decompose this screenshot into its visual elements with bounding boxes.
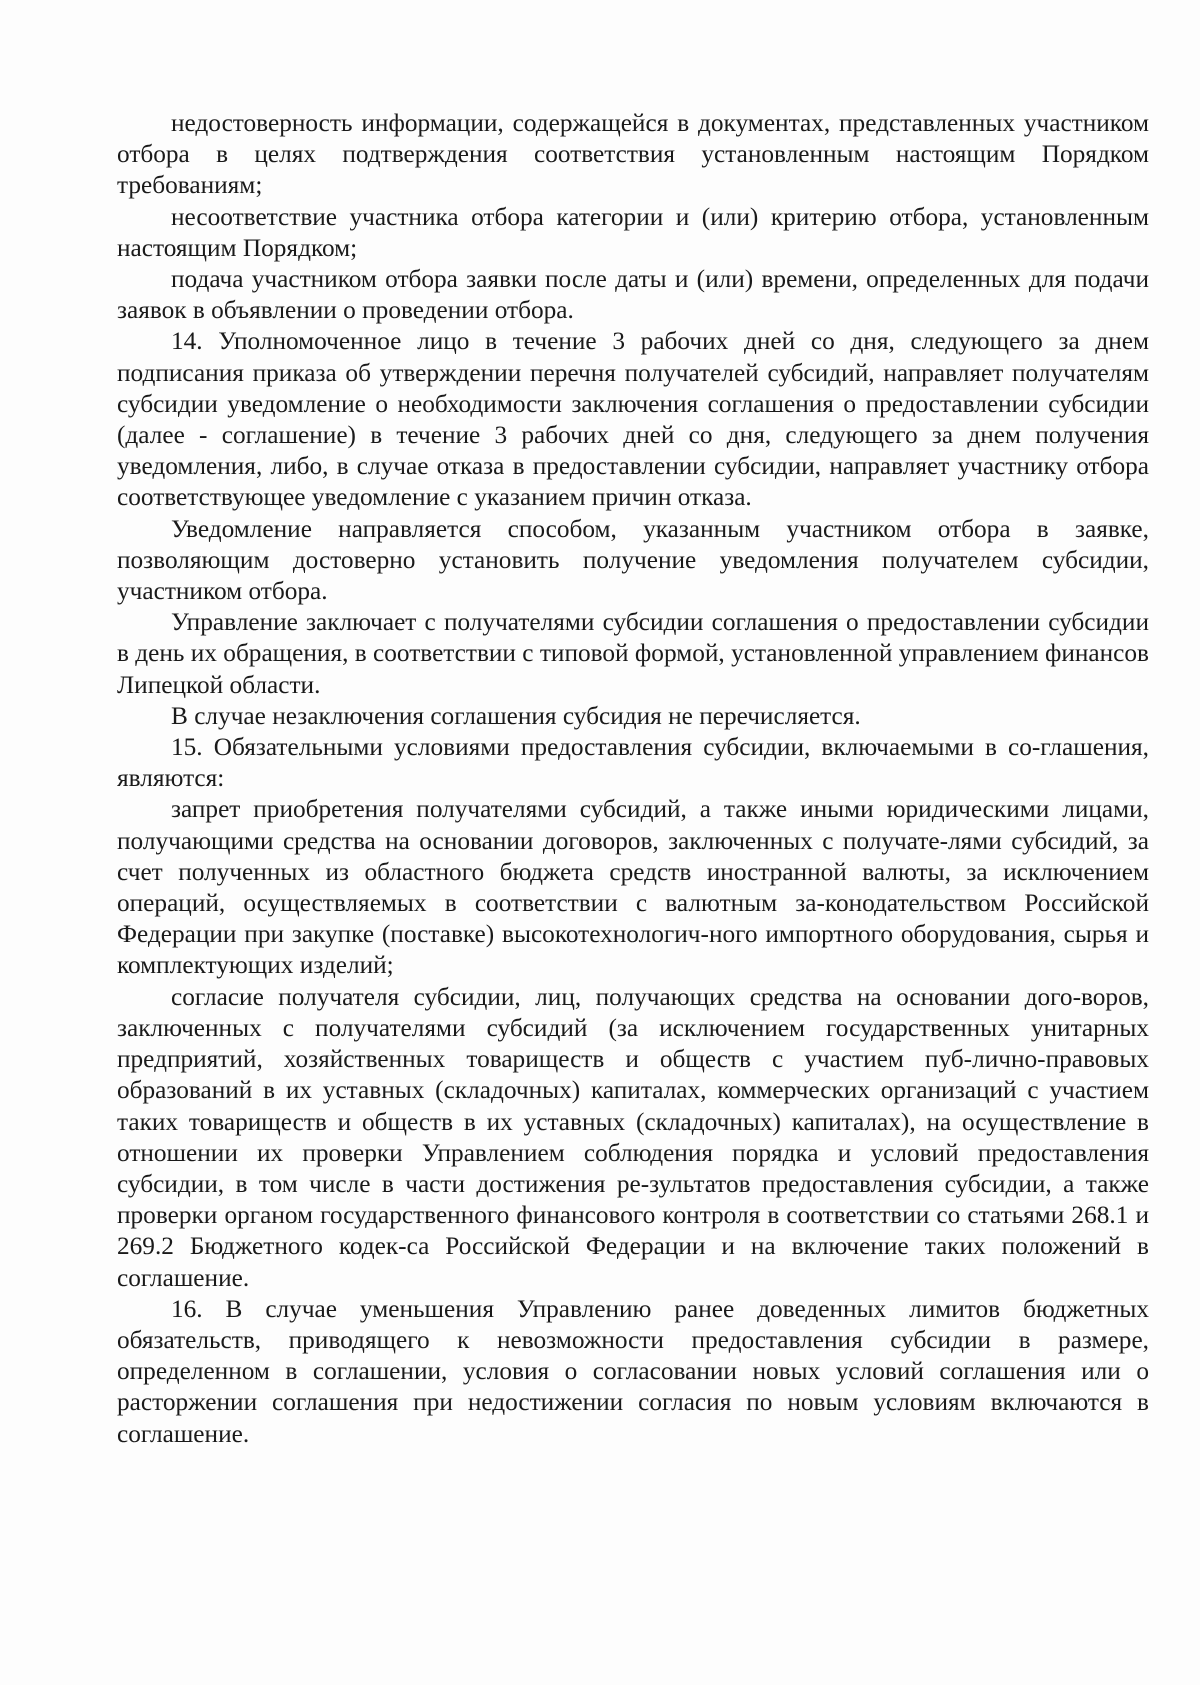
paragraph-item-14: 14. Уполномоченное лицо в течение 3 рабочих дней со дня, следующего за днем подписания приказа об утверждении перечня получателей субсидий, направляет получателям субсидии уведомление о необходимости заключения соглашения о предоставлении субсидии (далее - соглашение) в течение 3 рабочих дней со дня, следующего за днем получения уведомления, либо, в случае отказа в предоставлении субсидии, направляет участнику отбора соответствующее уведомление с указанием причин отказа. [117,327,1149,512]
paragraph-no-agreement: В случае незаключения соглашения субсидия не перечисляется. [171,701,861,730]
paragraph-currency-ban: запрет приобретения получателями субсидий, а также иными юридическими лицами, получающими средства на основании договоров, заключенных с получате-лями субсидий, за счет полученных из областного бюджета средств иностранной валюты, за исключением операций, осуществляемых в соответствии с валютным за-конодательством Российской Федерации при закупке (поставке) высокотехнологич-ного импортного оборудования, сырья и комплектующих изделий; [117,795,1149,980]
paragraph-category-mismatch: несоответствие участника отбора категории и (или) критерию отбора, установленным настоящим Порядком; [117,202,1149,262]
paragraph-inspection-consent: согласие получателя субсидии, лиц, получающих средства на основании дого-воров, заключенных с получателями субсидий (за исключением государственных унитарных предприятий, хозяйственных товариществ и обществ с участием пуб-лично-правовых образований в их уставных (складочных) капиталах, коммерческих организаций с участием таких товариществ и обществ в их уставных (складочных) капиталах), на осуществление в отношении их проверки Управлением соблюдения порядка и условий предоставления субсидии, в том числе в части достижения ре-зультатов предоставления субсидии, а также проверки органом государственного финансового контроля в соответствии со статьями 268.1 и 269.2 Бюджетного кодек-са Российской Федерации и на включение таких положений в соглашение. [117,982,1149,1292]
paragraph-item-15: 15. Обязательными условиями предоставления субсидии, включаемыми в со-глашения, являются: [117,733,1149,793]
paragraph-notification-method: Уведомление направляется способом, указанным участником отбора в заявке, позволяющим достоверно установить получение уведомления получателем субсидии, участником отбора. [117,514,1149,606]
paragraph-late-submission: подача участником отбора заявки после даты и (или) времени, определенных для подачи заявок в объявлении о проведении отбора. [117,265,1149,325]
paragraph-agreement-conclusion: Управление заключает с получателями субсидии соглашения о предоставлении субсидии в день их обращения, в соответствии с типовой формой, установленной управлением финансов Липецкой области. [117,608,1149,699]
paragraph-item-16: 16. В случае уменьшения Управлению ранее доведенных лимитов бюджетных обязательств, приводящего к невозможности предоставления субсидии в размере, определенном в соглашении, условия о согласовании новых условий соглашения или о расторжении соглашения при недостижении согласия по новым условиям включаются в соглашение. [117,1294,1149,1448]
document-body [117,108,1149,1450]
paragraph-unreliable-info: недостоверность информации, содержащейся в документах, представленных участником отбора в целях подтверждения соответствия установленным настоящим Порядком требованиям; [117,109,1149,200]
